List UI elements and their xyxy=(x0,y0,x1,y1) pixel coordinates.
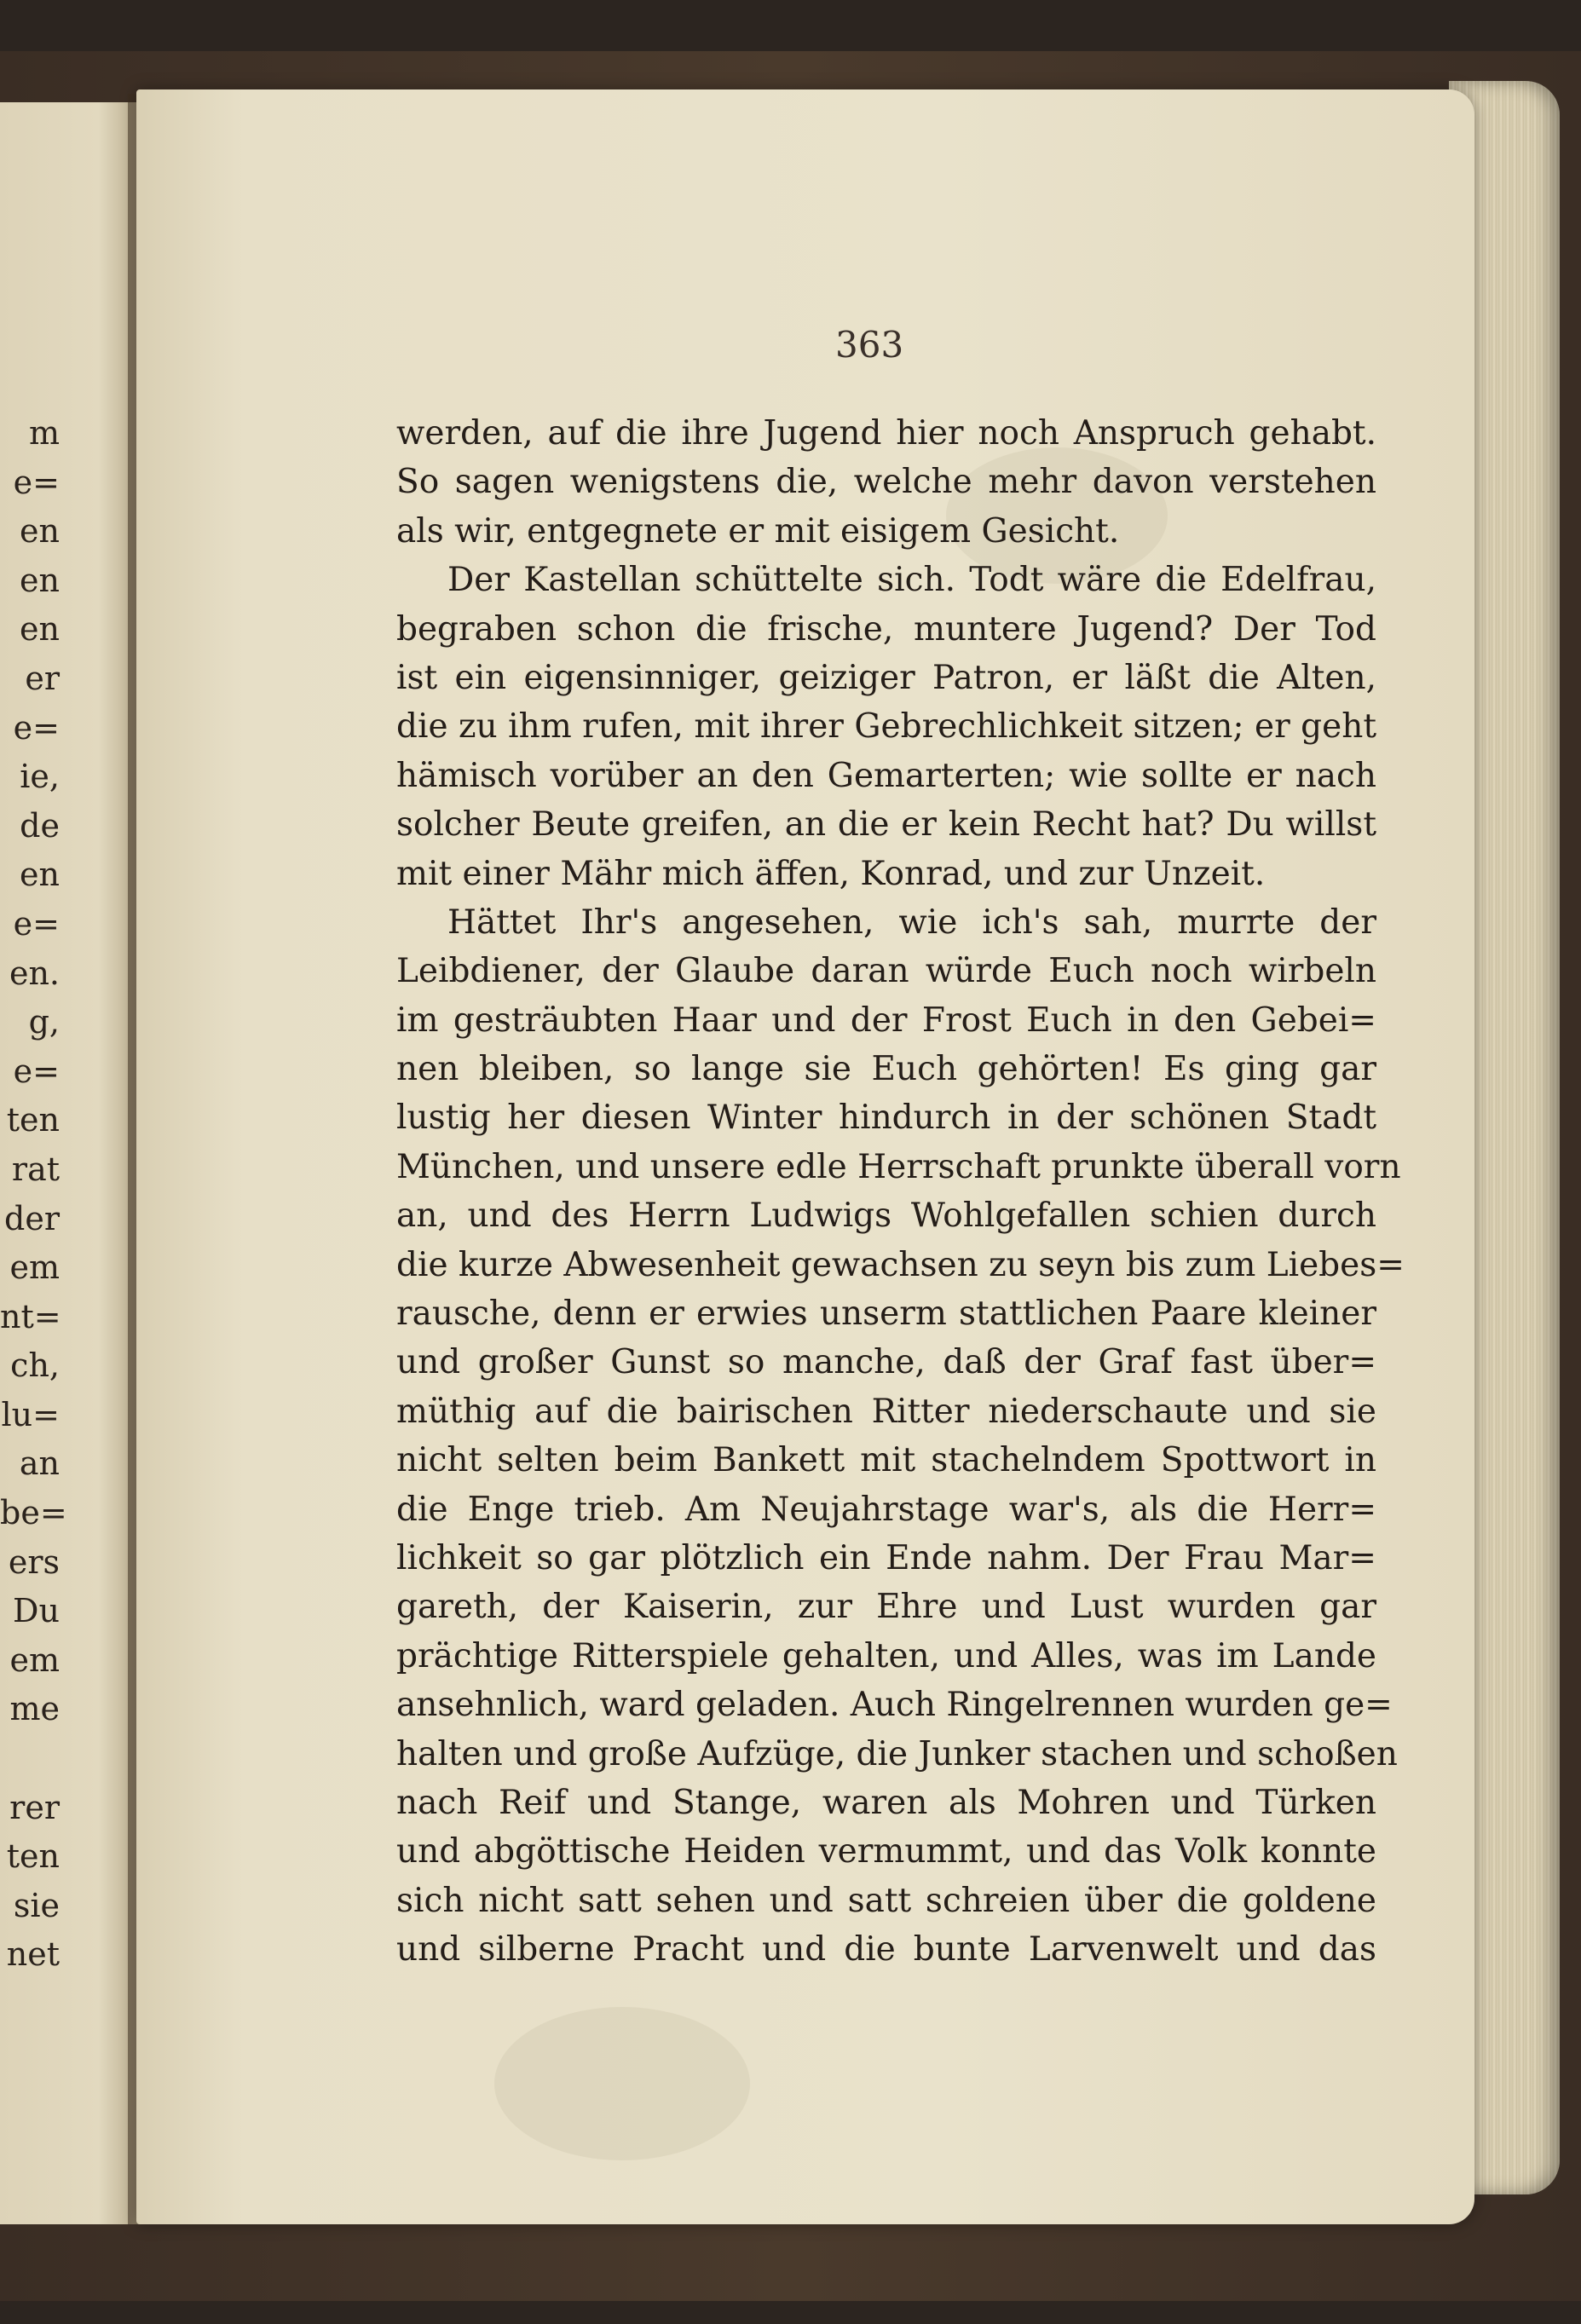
text-line: sich nicht satt sehen und satt schreien über die goldene xyxy=(396,1881,1376,1920)
text-line: rausche, denn er erwies unserm stattlichen Paare kleiner xyxy=(396,1295,1376,1334)
text-line: solcher Beute greifen, an die er kein Recht hat? Du willst xyxy=(396,805,1376,845)
left-page-line-fragment: en xyxy=(20,856,60,894)
text-line: lustig her diesen Winter hindurch in der schönen Stadt xyxy=(396,1099,1376,1138)
text-line: und silberne Pracht und die bunte Larvenwelt und das xyxy=(396,1930,1376,1969)
text-line: München, und unsere edle Herrschaft prunkte überall vorn xyxy=(396,1147,1401,1186)
left-page-text xyxy=(0,409,67,1980)
left-page-line-fragment: en xyxy=(20,512,60,551)
left-page-line-fragment: e= xyxy=(13,904,60,943)
left-page-line-fragment xyxy=(0,1734,60,1784)
stain xyxy=(494,2007,750,2160)
text-line: und abgöttische Heiden vermummt, und das Volk konnte xyxy=(396,1832,1376,1871)
text-line: Hättet Ihr's angesehen, wie ich's sah, murrte der xyxy=(447,902,1376,942)
left-page-line-fragment: m xyxy=(28,414,60,452)
left-page-line-fragment: en xyxy=(20,561,60,599)
text-line: werden, auf die ihre Jugend hier noch Anspruch gehabt. xyxy=(396,414,1376,453)
left-page-line-fragment: ten xyxy=(6,1101,60,1139)
text-line: nen bleiben, so lange sie Euch gehörten! Es ging gar xyxy=(396,1050,1376,1089)
left-page-line-fragment: e= xyxy=(13,463,60,501)
text-line: an, und des Herrn Ludwigs Wohlgefallen schien durch xyxy=(396,1197,1376,1236)
left-page-line-fragment: ie, xyxy=(20,758,60,796)
left-page xyxy=(0,102,141,2224)
text-line: nicht selten beim Bankett mit stachelndem Spottwort in xyxy=(396,1441,1376,1480)
text-line: begraben schon die frische, muntere Jugend? Der Tod xyxy=(396,609,1376,649)
text-line: lichkeit so gar plötzlich ein Ende nahm. Der Frau Mar= xyxy=(396,1538,1376,1577)
left-page-line-fragment: net xyxy=(6,1935,60,1974)
text-line: mit einer Mähr mich äffen, Konrad, und zur Unzeit. xyxy=(396,854,1266,893)
text-line: die kurze Abwesenheit gewachsen zu seyn bis zum Liebes= xyxy=(396,1245,1405,1284)
left-page-line-fragment: em xyxy=(9,1641,60,1679)
left-page-line-fragment: rat xyxy=(11,1150,60,1188)
left-page-line-fragment: be= xyxy=(0,1494,67,1532)
text-line: halten und große Aufzüge, die Junker stachen und schoßen xyxy=(396,1734,1398,1773)
text-line: Leibdiener, der Glaube daran würde Euch noch wirbeln xyxy=(396,952,1376,991)
text-line: gareth, der Kaiserin, zur Ehre und Lust wurden gar xyxy=(396,1588,1376,1627)
text-line: So sagen wenigstens die, welche mehr davon verstehen xyxy=(396,463,1376,502)
left-page-line-fragment: de xyxy=(20,806,60,845)
left-page-line-fragment: ten xyxy=(6,1837,60,1876)
text-line: im gesträubten Haar und der Frost Euch in den Gebei= xyxy=(396,1001,1376,1040)
body-text xyxy=(396,409,1405,1975)
text-line: ansehnlich, ward geladen. Auch Ringelrennen wurden ge= xyxy=(396,1686,1393,1725)
left-page-line-fragment: ch, xyxy=(10,1347,60,1385)
left-page-line-fragment: rer xyxy=(9,1788,60,1826)
left-page-line-fragment: Du xyxy=(13,1592,60,1630)
text-line: nach Reif und Stange, waren als Mohren und Türken xyxy=(396,1783,1376,1822)
text-line: prächtige Ritterspiele gehalten, und Alles, was im Lande xyxy=(396,1636,1376,1675)
left-page-line-fragment: lu= xyxy=(1,1395,60,1433)
left-page-line-fragment: an xyxy=(19,1445,60,1483)
text-line: Der Kastellan schüttelte sich. Todt wäre die Edelfrau, xyxy=(447,561,1376,600)
left-page-line-fragment: g, xyxy=(28,1003,60,1041)
left-page-line-fragment: en xyxy=(20,610,60,649)
left-page-line-fragment: ers xyxy=(8,1543,60,1581)
text-line: hämisch vorüber an den Gemarterten; wie sollte er nach xyxy=(396,756,1376,795)
text-line: und großer Gunst so manche, daß der Graf fast über= xyxy=(396,1343,1376,1382)
left-page-line-fragment: der xyxy=(4,1199,60,1237)
page-number: 363 xyxy=(835,324,904,366)
left-page-line-fragment: me xyxy=(9,1690,60,1728)
text-line: die zu ihm rufen, mit ihrer Gebrechlichkeit sitzen; er geht xyxy=(396,707,1376,747)
left-page-line-fragment: e= xyxy=(13,708,60,747)
left-page-line-fragment: er xyxy=(25,659,60,697)
left-page-line-fragment: nt= xyxy=(0,1297,61,1335)
text-line: müthig auf die bairischen Ritter niederschaute und sie xyxy=(396,1392,1376,1431)
left-page-line-fragment: sie xyxy=(13,1886,60,1924)
left-page-line-fragment: en. xyxy=(9,954,60,992)
left-page-line-fragment: e= xyxy=(13,1052,60,1090)
text-line: als wir, entgegnete er mit eisigem Gesicht. xyxy=(396,511,1120,551)
text-line: die Enge trieb. Am Neujahrstage war's, als die Herr= xyxy=(396,1490,1376,1529)
text-line: ist ein eigensinniger, geiziger Patron, er läßt die Alten, xyxy=(396,658,1376,697)
left-page-line-fragment: em xyxy=(9,1249,60,1287)
right-page xyxy=(136,89,1474,2224)
